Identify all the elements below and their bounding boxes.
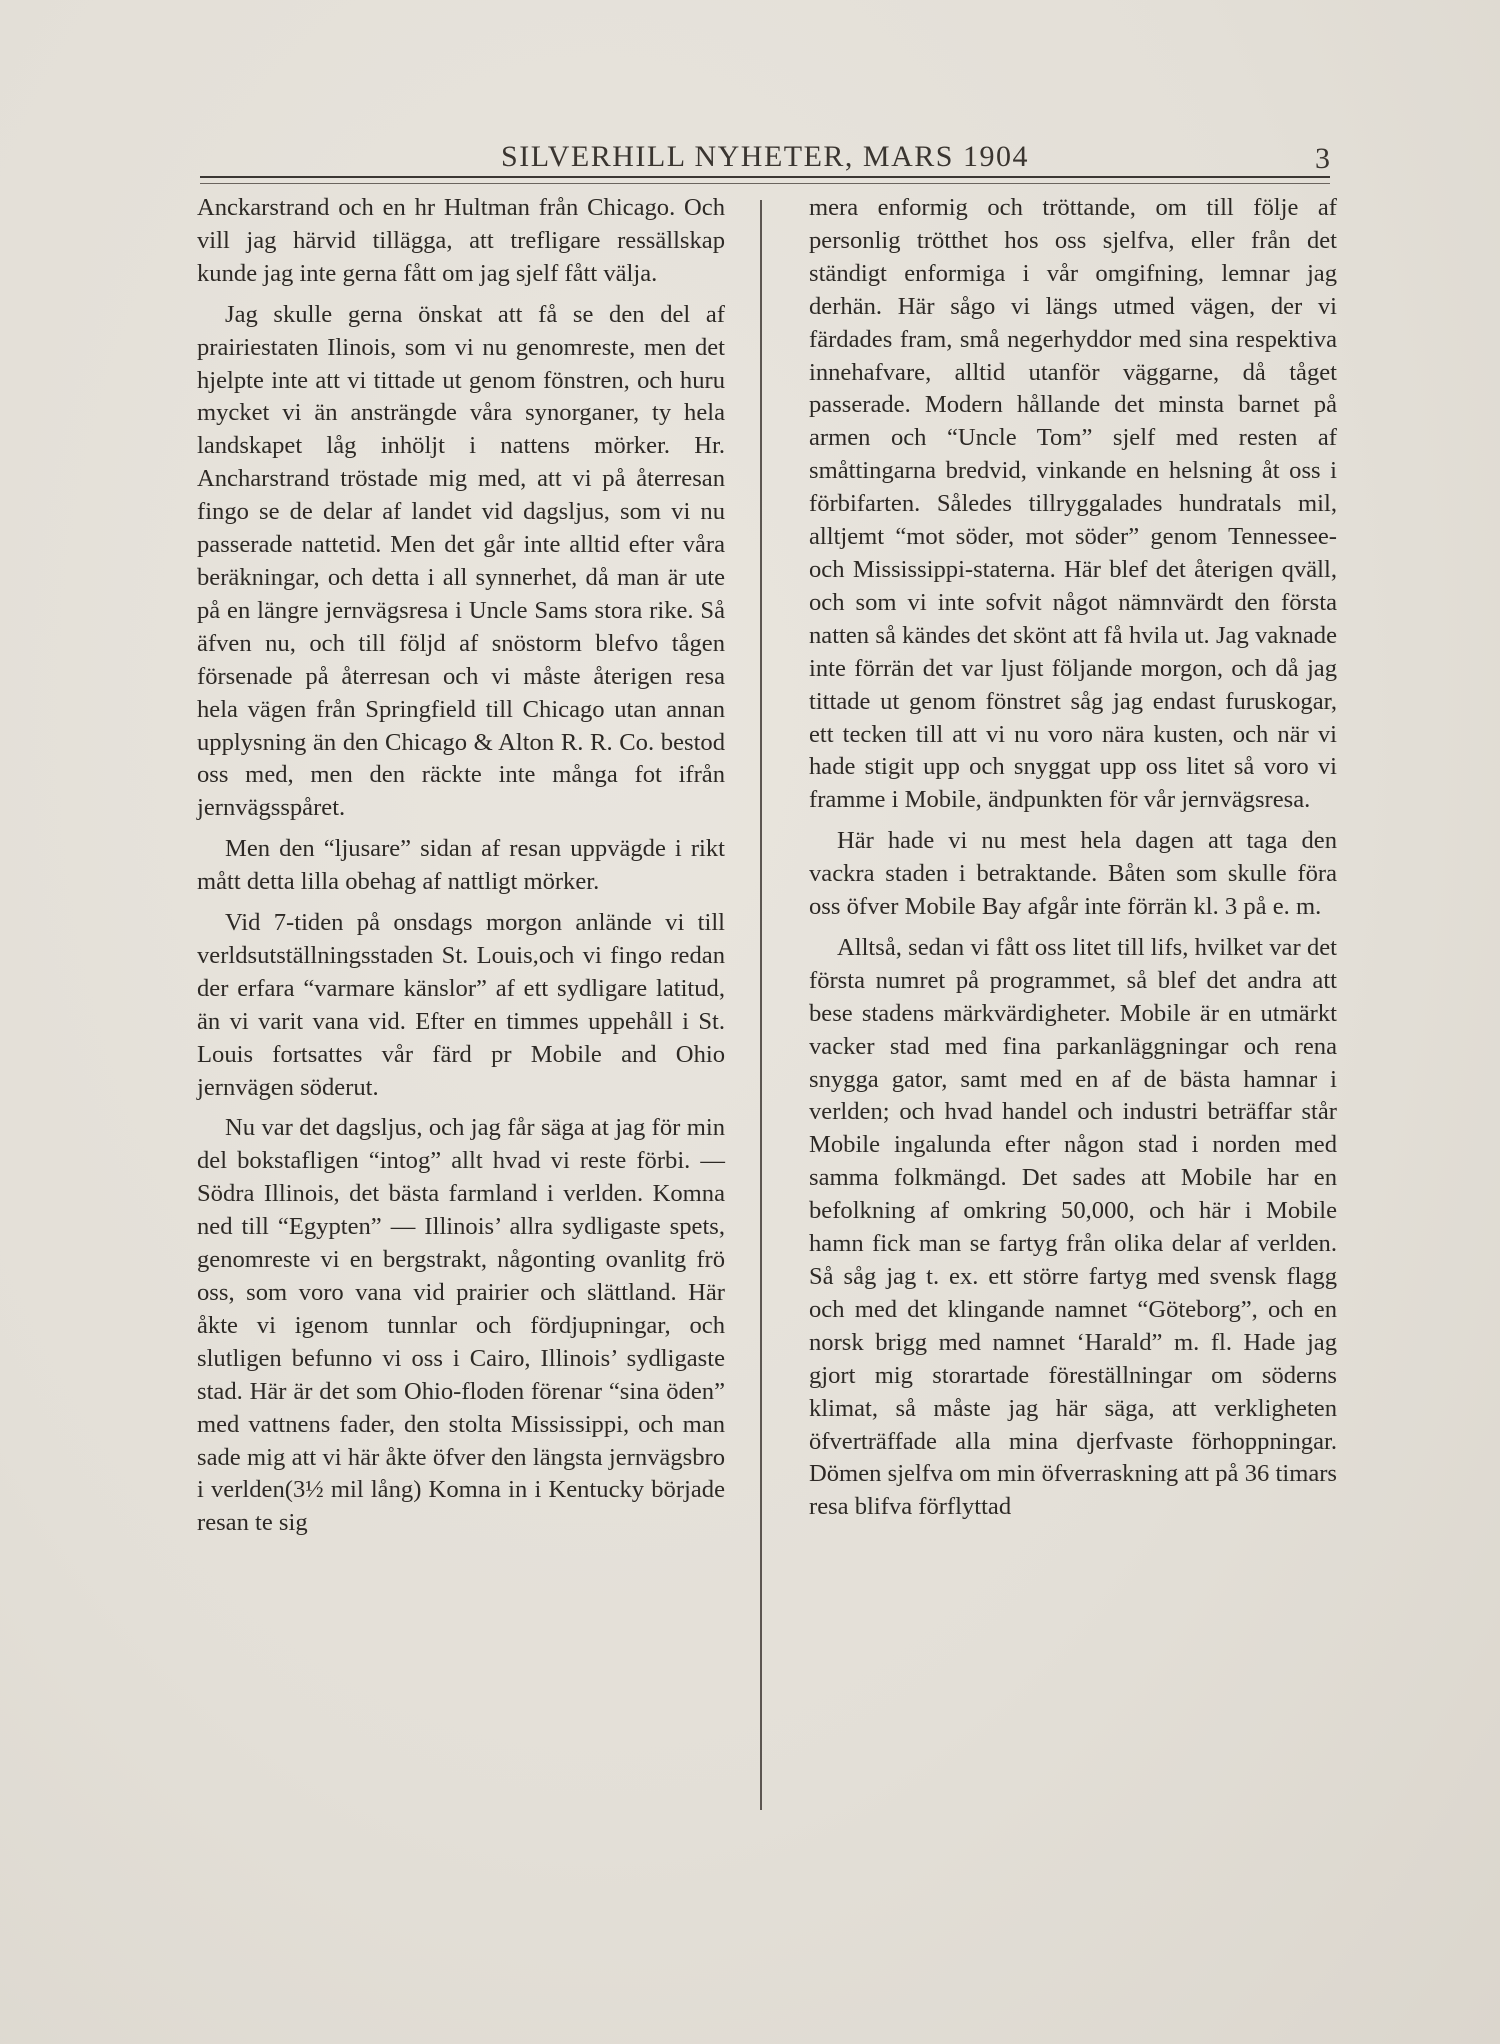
paragraph: Nu var det dagsljus, och jag får säga at jag för min del bokstafligen “intog” allt hvad vi reste förbi. — Södra Illinois, det bästa farmland i verlden. Komna ned till “Egypten” — Illinois’ allra sydligaste spets, genomreste vi en bergstrakt, någonting ovanlitg frö oss, som voro vana vid prairier och slättland. Här åkte vi igenom tunnlar och fördjupningar, och slutligen befunno vi oss i Cairo, Illinois’ sydligaste stad. Här är det som Ohio-floden förenar “sina öden” med vattnens fader, den stolta Mississippi, och man sade mig att vi här åkte öfver den längsta jernvägsbro i verlden(3½ mil lång) Komna in i Kentucky började resan te sig bbox=[197, 1114, 725, 1537]
page-number: 3 bbox=[1315, 142, 1330, 175]
paragraph: Här hade vi nu mest hela dagen att taga den vackra staden i betraktande. Båten som skulle föra oss öfver Mobile Bay afgår inte förrän kl. 3 på e. m. bbox=[809, 827, 1337, 921]
paragraph: Jag skulle gerna önskat att få se den del af prairiestaten Ilinois, som vi nu genomreste, men det hjelpte inte att vi tittade ut genom fönstren, och huru mycket vi än ansträngde våra synorganer, ty hela landskapet låg inhöljt i nattens mörker. Hr. Ancharstrand tröstade mig med, att vi på återresan fingo se de delar af landet vid dagsljus, som vi nu passerade nattetid. Men det går inte alltid efter våra beräkningar, och detta i all synnerhet, då man är ute på en längre jernvägsresa i Uncle Sams stora rike. Så äfven nu, och till följd af snöstorm blefvo tågen försenade på återresan och vi måste återigen resa hela vägen från Springfield till Chicago utan annan upplysning än den Chicago & Alton R. R. Co. bestod oss med, men den räckte inte många fot ifrån jernvägsspåret. bbox=[197, 300, 725, 822]
paragraph: Alltså, sedan vi fått oss litet till lifs, hvilket var det första numret på programmet, så blef det andra att bese stadens märkvärdigheter. Mobile är en utmärkt vacker stad med fina parkanläggningar och rena snygga gator, samt med en af de bästa hamnar i verlden; och hvad handel och industri beträffar står Mobile ingalunda efter någon stad i norden med samma folkmängd. Det sades att Mobile har en befolkning af omkring 50,000, och här i Mobile hamn fick man se fartyg från olika delar af verlden. Så såg jag t. ex. ett större fartyg med svensk flagg och med det klingande namnet “Göteborg”, och en norsk brigg med namnet ‘Harald” m. fl. Hade jag gjort mig storartade föreställningar om söderns klimat, så måste jag här säga, att verkligheten öfverträffade alla mina djerfvaste förhoppningar. Dömen sjelfva om min öfverraskning att på 36 timars resa blifva förflyttad bbox=[809, 933, 1337, 1521]
header-rule bbox=[200, 176, 1330, 184]
paragraph: Men den “ljusare” sidan af resan uppvägde i rikt mått detta lilla obehag af nattligt mörker. bbox=[197, 835, 725, 896]
paragraph: Anckarstrand och en hr Hultman från Chicago. Och vill jag härvid tillägga, att trefligare ressällskap kunde jag inte gerna fått om jag sjelf fått välja. bbox=[197, 194, 725, 287]
paragraph: mera enformig och tröttande, om till följe af personlig trötthet hos oss sjelfva, eller från det ständigt enformiga i vår omgifning, lemnar jag derhän. Här sågo vi längs utmed vägen, der vi färdades fram, små negerhyddor med sina respektiva innehafvare, alltid utanför väggarne, då tåget passerade. Modern hållande det minsta barnet på armen och “Uncle Tom” sjelf med resten af småttingarna bredvid, vinkande en helsning åt oss i förbifarten. Således tillryggalades hundratals mil, alltjemt “mot söder, mot söder” genom Tennessee- och Mississippi-staterna. Här blef det återigen qväll, och som vi inte sofvit något nämnvärdt den första natten så kändes det skönt att få hvila ut. Jag vaknade inte förrän det var ljust följande morgon, och då jag tittade ut genom fönstret såg jag endast furuskogar, ett tecken till att vi nu voro nära kusten, och när vi hade stigit upp och snyggat upp oss litet så voro vi framme i Mobile, ändpunkten för vår jernvägsresa. bbox=[809, 194, 1337, 814]
left-column bbox=[197, 192, 725, 1548]
paragraph: Vid 7-tiden på onsdags morgon anlände vi till verldsutställningsstaden St. Louis,och vi fingo redan der erfara “varmare känslor” af ett sydligare latitud, än vi varit vana vid. Efter en timmes uppehåll i St. Louis fortsattes vår färd pr Mobile and Ohio jernvägen söderut. bbox=[197, 909, 725, 1101]
page-header bbox=[200, 138, 1330, 178]
running-head: SILVERHILL NYHETER, MARS 1904 bbox=[501, 140, 1029, 173]
column-divider bbox=[760, 200, 762, 1810]
right-column bbox=[809, 192, 1337, 1532]
